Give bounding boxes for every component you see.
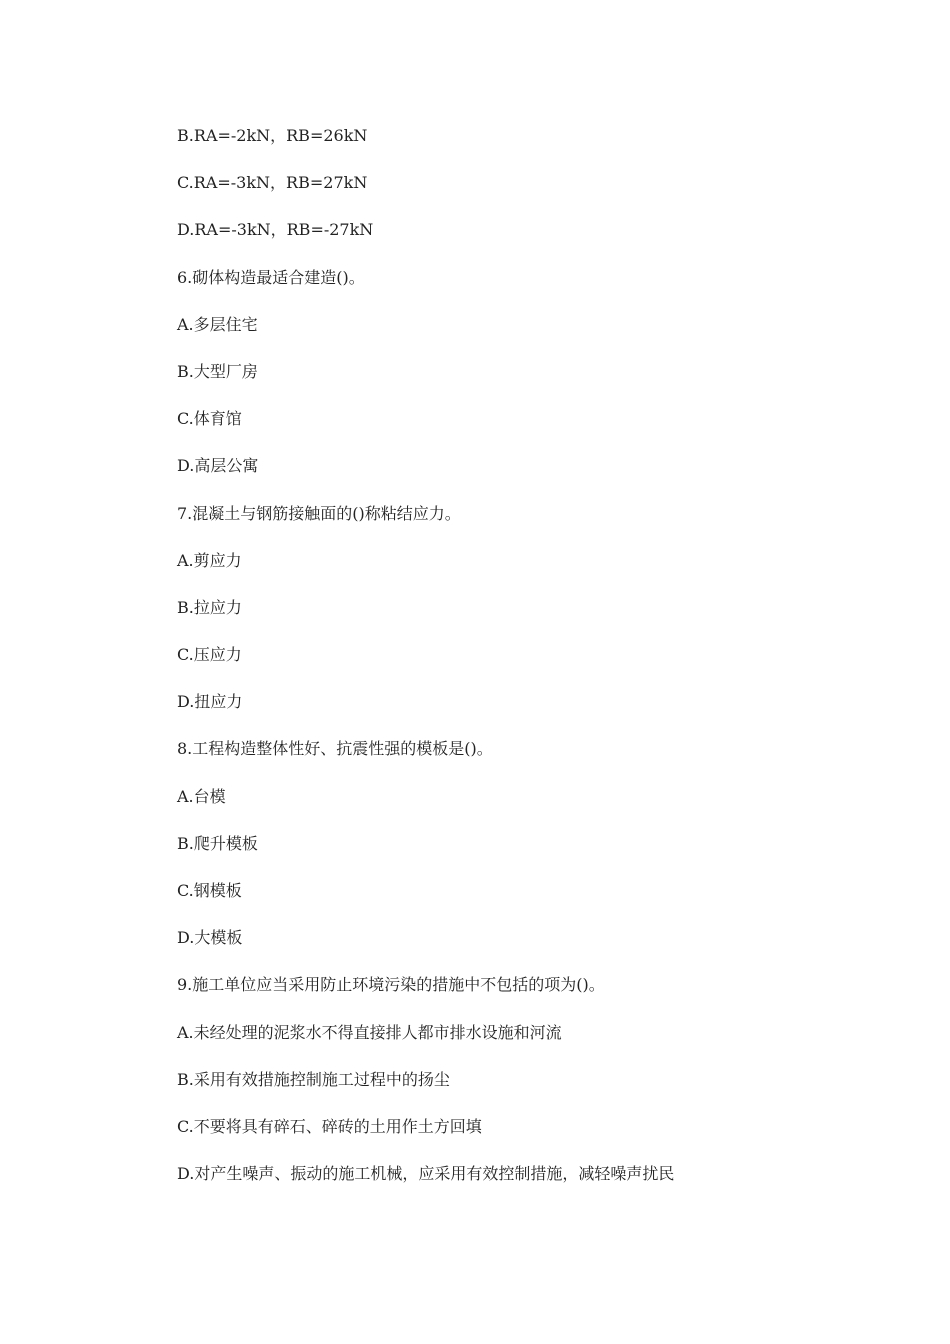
option-c-q5: C.RA=-3kN，RB=27kN (177, 173, 368, 193)
option-c-q8: C.钢模板 (177, 881, 242, 900)
option-a-q9: A.未经处理的泥浆水不得直接排人都市排水设施和河流 (177, 1022, 562, 1042)
option-c-q9: C.不要将具有碎石、碎砖的土用作土方回填 (177, 1116, 482, 1136)
option-d-q9: D.对产生噪声、振动的施工机械，应采用有效控制措施，减轻噪声扰民 (177, 1164, 675, 1184)
question-6: 6.砌体构造最适合建造()。 (177, 267, 365, 287)
option-b-q9: B.采用有效措施控制施工过程中的扬尘 (177, 1069, 450, 1089)
option-c-q7: C.压应力 (177, 645, 242, 665)
question-9: 9.施工单位应当采用防止环境污染的措施中不包括的项为()。 (177, 975, 605, 995)
question-8: 8.工程构造整体性好、抗震性强的模板是()。 (177, 739, 493, 759)
option-b-q5: B.RA=-2kN，RB=26kN (177, 126, 368, 145)
option-a-q6: A.多层住宅 (177, 314, 258, 334)
option-b-q8: B.爬升模板 (177, 833, 258, 853)
option-a-q8: A.台模 (177, 786, 226, 806)
option-c-q6: C.体育馆 (177, 409, 242, 429)
option-d-q6: D.高层公寓 (177, 456, 259, 476)
option-a-q7: A.剪应力 (177, 550, 242, 570)
question-7: 7.混凝土与钢筋接触面的()称粘结应力。 (177, 503, 461, 523)
question-text-block (177, 122, 877, 1207)
option-d-q5: D.RA=-3kN，RB=-27kN (177, 220, 374, 240)
option-d-q7: D.扭应力 (177, 692, 243, 712)
option-b-q6: B.大型厂房 (177, 361, 258, 381)
option-b-q7: B.拉应力 (177, 597, 242, 617)
option-d-q8: D.大模板 (177, 928, 243, 948)
